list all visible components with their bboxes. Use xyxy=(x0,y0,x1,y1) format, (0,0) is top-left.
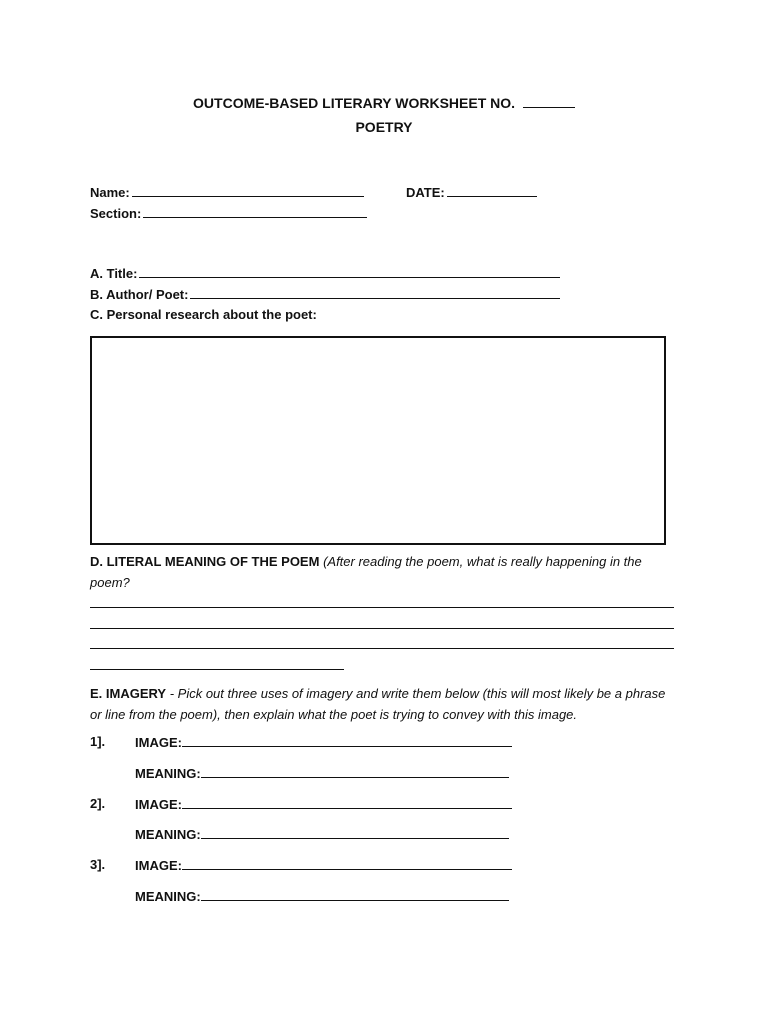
author-row xyxy=(90,286,560,302)
research-row xyxy=(90,307,317,322)
title-label: A. Title: xyxy=(90,266,138,281)
worksheet-title xyxy=(0,95,768,111)
imagery-label: E. IMAGERY xyxy=(90,686,167,701)
literal-meaning-label: D. LITERAL MEANING OF THE POEM xyxy=(90,554,320,569)
section-row xyxy=(90,205,367,221)
image-field[interactable] xyxy=(182,857,512,870)
imagery-prompt xyxy=(90,683,675,725)
literal-meaning-line-3[interactable] xyxy=(90,648,674,649)
poem-title-field[interactable] xyxy=(139,265,560,278)
date-row xyxy=(406,184,537,200)
name-row xyxy=(90,184,364,200)
imagery-item-number: 1]. xyxy=(90,734,106,749)
worksheet-subtitle: POETRY xyxy=(355,119,413,135)
date-field[interactable] xyxy=(447,184,537,197)
imagery-image-row xyxy=(135,857,512,873)
author-label: B. Author/ Poet: xyxy=(90,287,189,302)
imagery-meaning-row xyxy=(135,765,509,781)
image-label: IMAGE: xyxy=(135,797,182,812)
meaning-label: MEANING: xyxy=(135,889,201,904)
worksheet-number-blank[interactable] xyxy=(523,95,575,108)
imagery-instructions: - Pick out three uses of imagery and write them below (this will most likely be a phrase or line from the poem), then explain what the poet is trying to convey with this image. xyxy=(90,686,666,722)
author-field[interactable] xyxy=(190,286,560,299)
literal-meaning-line-2[interactable] xyxy=(90,628,674,629)
literal-meaning-instructions: (After reading the poem, what is really happening in the poem? xyxy=(90,554,642,590)
literal-meaning-prompt xyxy=(90,551,680,593)
research-box[interactable] xyxy=(90,336,666,545)
literal-meaning-line-1[interactable] xyxy=(90,607,674,608)
meaning-label: MEANING: xyxy=(135,827,201,842)
image-label: IMAGE: xyxy=(135,735,182,750)
imagery-image-row xyxy=(135,796,512,812)
imagery-meaning-row xyxy=(135,888,509,904)
meaning-field[interactable] xyxy=(201,888,509,901)
image-label: IMAGE: xyxy=(135,858,182,873)
meaning-field[interactable] xyxy=(201,826,509,839)
meaning-label: MEANING: xyxy=(135,766,201,781)
imagery-image-row xyxy=(135,734,512,750)
name-label: Name: xyxy=(90,185,130,200)
imagery-item-number: 3]. xyxy=(90,857,106,872)
imagery-meaning-row xyxy=(135,826,509,842)
section-label: Section: xyxy=(90,206,142,221)
meaning-field[interactable] xyxy=(201,765,509,778)
research-label: C. Personal research about the poet: xyxy=(90,307,317,322)
date-label: DATE: xyxy=(406,185,445,200)
image-field[interactable] xyxy=(182,734,512,747)
name-field[interactable] xyxy=(132,184,364,197)
imagery-item-number: 2]. xyxy=(90,796,106,811)
title-row xyxy=(90,265,560,281)
worksheet-title-text: OUTCOME-BASED LITERARY WORKSHEET NO. xyxy=(193,95,516,111)
section-field[interactable] xyxy=(143,205,367,218)
literal-meaning-line-4[interactable] xyxy=(90,669,344,670)
image-field[interactable] xyxy=(182,796,512,809)
